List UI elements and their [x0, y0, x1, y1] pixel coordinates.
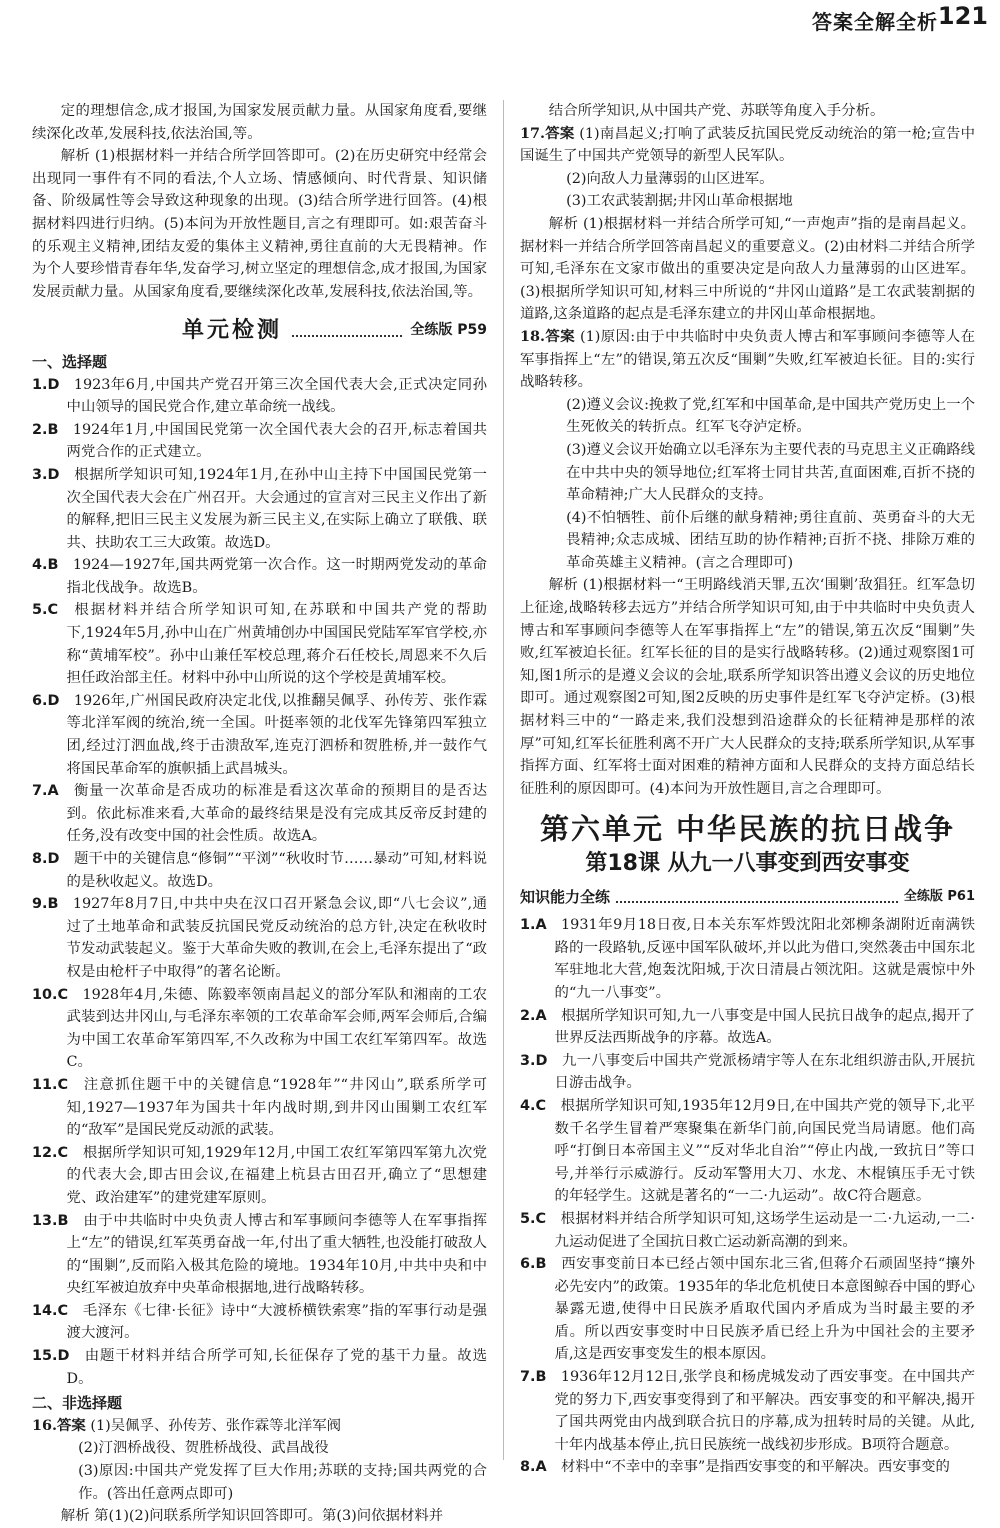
q18-label: 18.答案: [520, 327, 575, 345]
page-header: [700, 0, 1000, 38]
q18-answer-3: (3)遵义会议开始确立以毛泽东为主要代表的马克思主义正确路线在中共中央的领导地位;红军将士同甘共苦,直面困难,百折不挠的革命精神;广大人民群众的支持。: [566, 441, 976, 504]
answer-text: 1928年4月,朱德、陈毅率领南昌起义的部分军队和湘南的工农武装到达井冈山,与毛泽东率领的工农革命军会师,两军会师后,合编为中国工农革命军第四军,不久改称为中国工农红军第四军。故选C。: [66, 986, 487, 1071]
section-heading-choice: 一、选择题: [32, 352, 108, 371]
unit6-title: 第六单元 中华民族的抗日战争: [539, 812, 956, 847]
answer-item: [520, 1366, 975, 1456]
answer-item: [32, 893, 487, 983]
answer-text: 根据材料并结合所学知识可知,在苏联和中国共产党的帮助下,1924年5月,孙中山在广州黄埔创办中国国民党陆军军官学校,亦称“黄埔军校”。孙中山兼任军校总理,蒋介石任校长,周恩来不久后担任政治部主任。材料中孙中山所说的这个学校是黄埔军校。: [66, 602, 487, 687]
answer-number: 1.D: [32, 376, 60, 393]
answer-text: 根据所学知识可知,九一八事变是中国人民抗日战争的起点,揭开了世界反法西斯战争的序幕。故选A。: [554, 1007, 975, 1047]
answer-text: 衡量一次革命是否成功的标准是看这次革命的预期目的是否达到。依此标准来看,大革命的最终结果是没有完成其反帝反封建的任务,没有改变中国的社会性质。故选A。: [66, 783, 487, 845]
right-answer-list: [520, 914, 975, 1479]
knowledge-title: 知识能力全练: [520, 887, 611, 906]
answer-text: 1924—1927年,国共两党第一次合作。这一时期两党发动的革命指北伐战争。故选B。: [66, 557, 487, 596]
intro-answer-continuation: 定的理想信念,成才报国,为国家发展贡献力量。从国家角度看,要继续深化改革,发展科技,依法治国,等。: [32, 103, 487, 142]
answer-number: 15.D: [32, 1348, 70, 1365]
answer-item: [32, 554, 487, 599]
q18-analysis: 解析 (1)根据材料一“王明路线消天罪,五次‘围剿’敌猖狂。红军急切上征途,战略转移去远方”并结合所学知识可知,由于中共临时中央负责人博古和军事顾问李德等人在军事指挥上“左”的错误,第五次反“围剿”失败,红军被迫长征。红军长征的目的是实行战略转移。(2)通过观察图1可知,图1所示的是遵义会议的会址,联系所学知识答出遵义会议的历史地位即可。通过观察图2可知,图2反映的历史事件是红军飞夺泸定桥。(3)根据材料三中的“一路走来,我们没想到沿途群众的长征精神是那样的浓厚”可知,红军长征胜利离不开广大人民群众的支持;联系所学知识,从军事指挥方面、红军将士面对困难的精神方面和人民群众的支持方面总结长征胜利的原因即可。(4)本问为开放性题目,言之合理即可。: [520, 577, 975, 797]
answer-item: [520, 1456, 975, 1479]
answer-item: [520, 1050, 975, 1095]
page-number: 121: [937, 2, 988, 30]
answer-text: 1923年6月,中国共产党召开第三次全国代表大会,正式决定同孙中山领导的国民党合作,建立革命统一战线。: [66, 376, 487, 416]
unit-test-bar: [32, 319, 487, 343]
intro-analysis: 解析 (1)根据材料一并结合所学回答即可。(2)在历史研究中经常会出现同一事件有不同的看法,个人立场、情感倾向、时代背景、知识储备、阶级属性等会导致这种现象的出现。(3)结合所学进行回答。(4)根据材料四进行归纳。(5)本问为开放性题目,言之有理即可。如:艰苦奋斗的乐观主义精神,团结友爱的集体主义精神,勇往直前的大无畏精神。作为个人要珍惜青春年华,发奋学习,树立坚定的理想信念,成才报国,为国家发展贡献力量。从国家角度看,要继续深化改革,发展科技,依法治国,等。: [32, 148, 487, 300]
lesson18-title: 第18课 从九一八事变到西安事变: [585, 851, 910, 876]
knowledge-edition: 全练版 P61: [903, 888, 975, 904]
q18-answer-2: (2)遵义会议:挽救了党,红军和中国革命,是中国共产党历史上一个生死攸关的转折点。红军飞夺泸定桥。: [566, 396, 975, 436]
answer-text: 1927年8月7日,中共中央在汉口召开紧急会议,即“八七会议”,通过了土地革命和武装反抗国民党反动统治的总方针,决定在秋收时节发动武装起义。鉴于大革命失败的教训,在会上,毛泽东提出了“政权是由枪杆子中取得”的著名论断。: [66, 896, 487, 980]
answer-number: 4.C: [520, 1097, 547, 1114]
column-divider: [503, 100, 504, 1460]
answer-text: 题干中的关键信息“修铜”“平浏”“秋收时节……暴动”可知,材料说的是秋收起义。故选D。: [66, 851, 487, 890]
q16-line-1: (1)吴佩孚、孙传芳、张作霖等北洋军阀: [90, 1417, 342, 1434]
answer-item: [32, 1074, 487, 1142]
answer-text: 注意抓住题干中的关键信息“1928年”“井冈山”,联系所学可知,1927—1937年为国共十年内战时期,到井冈山围剿工农红军的“敌军”是国民党反动派的武装。: [66, 1076, 487, 1139]
q16-analysis: 解析 第(1)(2)问联系所学知识回答即可。第(3)问依据材料并: [60, 1508, 444, 1525]
answer-item: [32, 419, 487, 464]
answer-item: [520, 1005, 975, 1050]
answer-item: [520, 1253, 975, 1366]
answer-number: 5.C: [32, 602, 59, 619]
answer-text: 1924年1月,中国国民党第一次全国代表大会的召开,标志着国共两党合作的正式建立。: [66, 421, 487, 461]
answer-number: 5.C: [520, 1210, 547, 1227]
q18-answer-1: (1)原因:由于中共临时中央负责人博古和军事顾问李德等人在军事指挥上“左”的错误,第五次反“围剿”失败,红军被迫长征。目的:实行战略转移。: [520, 328, 975, 391]
answer-number: 6.B: [520, 1256, 547, 1273]
answer-item: [32, 374, 487, 419]
answer-text: 由题干材料并结合所学可知,长征保存了党的基干力量。故选D。: [66, 1348, 487, 1387]
q17-analysis: 解析 (1)根据材料一并结合所学可知,“一声炮声”指的是南昌起义。据材料一并结合所学回答南昌起义的重要意义。(2)由材料二并结合所学可知,毛泽东在文家市做出的重要决定是向敌人力量薄弱的山区进军。(3)根据所学知识可知,材料三中所说的“井冈山道路”是工农武装割据的道路,这条道路的起点是毛泽东建立的井冈山革命根据地。: [520, 215, 975, 323]
answer-text: 1936年12月12日,张学良和杨虎城发动了西安事变。在中国共产党的努力下,西安事变得到了和平解决。西安事变的和平解决,揭开了国共两党由内战到联合抗日的序幕,成为扭转时局的关键。从此,十年内战基本停止,抗日民族统一战线初步形成。B项符合题意。: [554, 1369, 975, 1453]
answer-item: [32, 848, 487, 893]
answer-text: 1931年9月18日夜,日本关东军炸毁沈阳北郊柳条湖附近南满铁路的一段路轨,反诬中国军队破坏,并以此为借口,突然袭击中国东北军驻地北大营,炮轰沈阳城,于次日清晨占领沈阳。这就是震惊中外的“九一八事变”。: [554, 917, 975, 1001]
unit-test-title: 单元检测: [182, 318, 283, 344]
right-column: [520, 100, 975, 1479]
q17-answer-3: (3)工农武装割据;井冈山革命根据地: [566, 193, 793, 210]
q16-analysis-continuation: 结合所学知识,从中国共产党、苏联等角度入手分析。: [548, 103, 885, 119]
header-title: 答案全解全析: [812, 10, 938, 34]
q18-block: [520, 326, 975, 800]
q16-label: 16.答案: [32, 1416, 86, 1434]
unit-test-edition: 全练版 P59: [410, 322, 487, 339]
answer-text: 西安事变前日本已经占领中国东北三省,但蒋介石顽固坚持“攘外必先安内”的政策。1935年的华北危机使日本意图鲸吞中国的野心暴露无遗,使得中日民族矛盾取代国内矛盾成为当时最主要的矛盾。所以西安事变时中日民族矛盾已经上升为中国社会的主要矛盾,这是西安事变发生的根本原因。: [554, 1256, 975, 1363]
q17-answer-2: (2)向敌人力量薄弱的山区进军。: [566, 170, 774, 187]
answer-number: 6.D: [32, 692, 60, 709]
answer-number: 1.A: [520, 917, 547, 934]
answer-item: [520, 1095, 975, 1208]
answer-text: 根据所学知识可知,1935年12月9日,在中国共产党的领导下,北平数千名学生冒着严寒聚集在新华门前,向国民党当局请愿。他们高呼“打倒日本帝国主义”“反对华北自治”“停止内战,一致抗日”等口号,并举行示威游行。反动军警用大刀、水龙、木棍镇压手无寸铁的年轻学生。这就是著名的“一二·九运动”。故C符合题意。: [554, 1097, 975, 1205]
answer-text: 由于中共临时中央负责人博古和军事顾问李德等人在军事指挥上“左”的错误,红军英勇奋战一年,付出了重大牺牲,也没能打破敌人的“围剿”,反而陷入极其危险的境地。1934年10月,中共中央和中央红军被迫放弃中央革命根据地,进行战略转移。: [66, 1212, 487, 1297]
answer-number: 7.A: [32, 783, 59, 800]
answer-number: 10.C: [32, 986, 69, 1003]
answer-number: 8.D: [32, 851, 60, 867]
answer-item: [520, 1208, 975, 1253]
left-answer-list: [32, 374, 487, 1391]
section-heading-nonchoice: 二、非选择题: [32, 1394, 123, 1413]
answer-text: 根据所学知识可知,1924年1月,在孙中山主持下中国国民党第一次全国代表大会在广州召开。大会通过的宣言对三民主义作出了新的解释,把旧三民主义发展为新三民主义,在实际上确立了联俄、联共、扶助农工三大政策。故选D。: [66, 466, 487, 551]
answer-text: 根据材料并结合所学知识可知,这场学生运动是一二·九运动,一二·九运动促进了全国抗日救亡运动新高潮的到来。: [554, 1210, 975, 1250]
answer-item: [520, 914, 975, 1004]
q16-block: [32, 1415, 487, 1528]
q17-block: [520, 123, 975, 326]
q16-line-3: (3)原因:中国共产党发挥了巨大作用;苏联的支持;国共两党的合作。(答出任意两点即可): [78, 1463, 487, 1502]
q16-line-2: (2)汀泗桥战役、贺胜桥战役、武昌战役: [78, 1440, 329, 1457]
answer-item: [32, 780, 487, 848]
answer-number: 4.B: [32, 557, 59, 574]
answer-text: 1926年,广州国民政府决定北伐,以推翻吴佩孚、孙传芳、张作霖等北洋军阀的统治,统一全国。叶挺率领的北伐军先锋第四军独立团,经过汀泗血战,终于击溃敌军,连克汀泗桥和贺胜桥,并一鼓作气将国民革命军的旗帜插上武昌城头。: [66, 692, 487, 777]
answer-item: [32, 1210, 487, 1300]
answer-text: 材料中“不幸中的幸事”是指西安事变的和平解决。西安事变的: [561, 1459, 950, 1476]
answer-item: [32, 984, 487, 1074]
answer-number: 11.C: [32, 1076, 69, 1093]
q18-answer-4: (4)不怕牺牲、前仆后继的献身精神;勇往直前、英勇奋斗的大无畏精神;众志成城、团结互助的协作精神;百折不挠、排除万难的革命英雄主义精神。(言之合理即可): [566, 509, 975, 571]
answer-item: [32, 464, 487, 554]
answer-number: 2.A: [520, 1007, 547, 1024]
answer-text: 九一八事变后中国共产党派杨靖宇等人在东北组织游击队,开展抗日游击战争。: [554, 1052, 975, 1092]
answer-number: 14.C: [32, 1302, 69, 1319]
answer-item: [32, 1345, 487, 1390]
leader-dots: [292, 335, 402, 337]
leader-dots: [616, 901, 898, 903]
answer-number: 7.B: [520, 1369, 547, 1386]
answer-number: 12.C: [32, 1144, 69, 1161]
q17-label: 17.答案: [520, 124, 575, 142]
answer-text: 毛泽东《七律·长征》诗中“大渡桥横铁索寒”指的军事行动是强渡大渡河。: [66, 1302, 487, 1342]
answer-number: 3.D: [520, 1052, 548, 1069]
answer-number: 9.B: [32, 896, 59, 913]
answer-item: [32, 1300, 487, 1345]
answer-number: 13.B: [32, 1212, 69, 1229]
answer-number: 8.A: [520, 1459, 547, 1476]
q17-answer-1: (1)南昌起义;打响了武装反抗国民党反动统治的第一枪;宣告中国诞生了中国共产党领导的新型人民军队。: [520, 125, 975, 165]
answer-item: [32, 690, 487, 780]
left-column: [32, 100, 487, 1528]
knowledge-bar: [520, 886, 975, 909]
answer-text: 根据所学知识可知,1929年12月,中国工农红军第四军第九次党的代表大会,即古田会议,在福建上杭县古田召开,确立了“思想建党、政治建军”的建党建军原则。: [66, 1144, 487, 1206]
answer-number: 3.D: [32, 466, 60, 483]
answer-item: [32, 1142, 487, 1210]
answer-number: 2.B: [32, 421, 59, 438]
answer-item: [32, 599, 487, 689]
